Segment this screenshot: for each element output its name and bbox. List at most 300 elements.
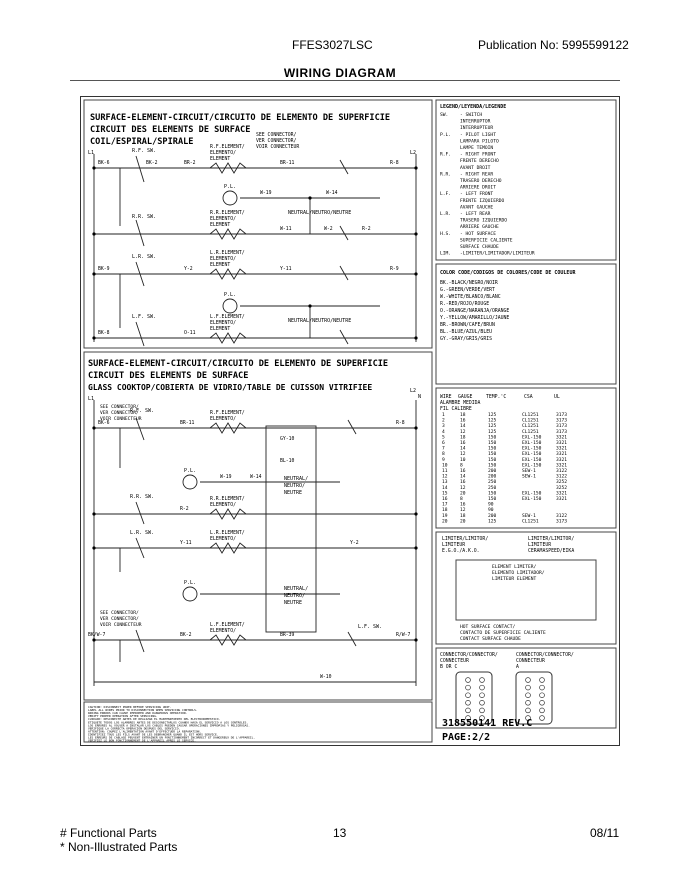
- lower-see-connector-1: SEE CONNECTOR/: [100, 405, 139, 410]
- upper-rf-el-2: ELEMENTO/: [210, 151, 236, 156]
- limiter-title-3: E.G.O./A.K.O.: [442, 549, 480, 554]
- legend-meaning: ARRIERE GAUCHE: [460, 225, 499, 231]
- wire-table-cell: 18: [442, 508, 448, 514]
- connector-pin: [466, 693, 471, 698]
- wire-table-cell: 16: [460, 418, 466, 424]
- wire-table-cell: 9: [442, 457, 445, 463]
- upper-pl-1: P.L.: [224, 184, 237, 190]
- wire-table-cell: 16: [460, 469, 466, 474]
- lower-w-w14: W-14: [250, 475, 262, 480]
- lower-see-connector-6: VOIR CONNECTEUR: [100, 623, 142, 628]
- connector-pin: [526, 685, 531, 690]
- wire-table-cell: 20: [460, 491, 466, 497]
- wire-table-cell: 150: [488, 452, 497, 458]
- legend-abbrev: L.R.: [440, 212, 452, 217]
- upper-l2: L2: [410, 150, 417, 156]
- upper-rf-sw: R.F. SW.: [132, 148, 157, 154]
- upper-neutral-1: NEUTRAL/NEUTRO/NEUTRE: [288, 210, 352, 216]
- see-connector-1: SEE CONNECTOR/: [256, 133, 297, 138]
- wire-table-cell: 125: [488, 519, 497, 525]
- hot-surface-note-1: HOT SURFACE CONTACT/: [460, 625, 516, 630]
- wire-table-cell: 10: [442, 463, 448, 469]
- lower-neutral-a: NEUTRAL/: [284, 476, 309, 482]
- lower-lf-el-1: L.F.ELEMENT/: [210, 623, 245, 628]
- page-title: WIRING DIAGRAM: [283, 66, 397, 80]
- wire-table-cell: EXL-150: [522, 463, 542, 469]
- wire-table-cell: 14: [442, 485, 448, 491]
- wire-table-cell: 150: [488, 491, 497, 497]
- color-code-entry: R.-RED/ROJO/ROUGE: [440, 302, 490, 307]
- upper-w-w14: W-14: [326, 191, 338, 196]
- wire-table-cell: 3321: [556, 452, 568, 458]
- upper-w-br2: BR-2: [184, 161, 196, 166]
- legend-abbrev: R.R.: [440, 172, 452, 178]
- connector-pin: [540, 678, 545, 683]
- legend-meaning: AVANT DROIT: [460, 165, 491, 171]
- wire-table-cell: 90: [488, 502, 494, 508]
- lower-w-bkw7: BK/W-7: [88, 633, 106, 638]
- top-title-1: SURFACE-ELEMENT-CIRCUIT/CIRCUITO DE ELEMENTO DE SUPERFICIE: [90, 113, 391, 123]
- upper-w-r2: R-2: [362, 227, 371, 232]
- legend-meaning: -LIMITER/LIMITADOR/LIMITEUR: [460, 251, 535, 257]
- wiring-diagram: [80, 96, 620, 746]
- wire-table-cell: 150: [488, 435, 497, 441]
- connector-pin: [540, 693, 545, 698]
- upper-rr-el-3: ELEMENT: [210, 223, 231, 228]
- connector-left-shape: [456, 672, 492, 724]
- connector-right-3: A: [516, 665, 519, 670]
- wire-table-cell: 1: [442, 413, 445, 418]
- wire-table-cell: 3321: [556, 457, 568, 463]
- legend-meaning: AVANT GAUCHE: [460, 205, 494, 211]
- wire-table-cell: 17: [442, 502, 448, 508]
- lower-neutral-c: NEUTRE: [284, 490, 303, 496]
- upper-w-r8: R-8: [390, 161, 399, 166]
- wire-table-cell: 16: [442, 497, 448, 502]
- wire-table-cell: 3321: [556, 441, 568, 446]
- color-code-entry: BK.-BLACK/NEGRO/NOIR: [440, 281, 498, 286]
- wire-table-cell: CL1251: [522, 418, 539, 424]
- lower-w-r2: R-2: [180, 507, 189, 512]
- caution-line: VERIFY PROPER OPERATION AFTER SERVICING.: [88, 714, 158, 719]
- title-rule: [70, 80, 620, 81]
- connector-pin: [526, 678, 531, 683]
- legend-meaning: - RIGHT FRONT: [460, 152, 496, 158]
- wire-table-cell: 14: [460, 474, 466, 480]
- legend-meaning: FRENTE DERECHO: [460, 159, 499, 165]
- lower-rr-sw: R.R. SW.: [130, 494, 155, 500]
- wire-table-cell: 250: [488, 485, 497, 491]
- connector-pin: [466, 685, 471, 690]
- wire-table-cell: EXL-150: [522, 435, 542, 441]
- model-number: FFES3027LSC: [292, 38, 373, 52]
- connector-pin: [526, 693, 531, 698]
- legend-abbrev: L.F.: [440, 192, 452, 198]
- legend-abbrev: R.F.: [440, 152, 452, 158]
- lower-w-br11: BR-11: [180, 421, 195, 426]
- upper-w-r9: R-9: [390, 267, 399, 272]
- connector-right-1: CONNECTOR/CONNECTOR/: [516, 653, 574, 658]
- upper-w-w11: W-11: [280, 227, 292, 232]
- caution-line: VERIFIEZ LE BON FONCTIONNEMENT DE L'APPAREIL APRES LE SERVICE.: [88, 738, 196, 743]
- wire-table-cell: 200: [488, 474, 497, 480]
- connector-pin: [540, 700, 545, 705]
- wire-table-cell: 3122: [556, 469, 568, 474]
- limiter-note-1: ELEMENT LIMITER/: [492, 565, 537, 570]
- wire-table-cell: 20: [442, 519, 448, 525]
- wire-table-cell: SEW-1: [522, 474, 536, 480]
- wire-table-cell: 3122: [556, 474, 568, 480]
- wire-table-cell: CL1251: [522, 519, 539, 525]
- upper-rr-el-1: R.R.ELEMENT/: [210, 211, 245, 216]
- legend-meaning: SUPERFICIE CALIENTE: [460, 238, 513, 244]
- wire-table-cell: 3173: [556, 413, 568, 418]
- wire-table-cell: 20: [460, 519, 466, 525]
- top-title-2: CIRCUIT DES ELEMENTS DE SURFACE: [90, 125, 251, 135]
- upper-w-br11: BR-11: [280, 161, 295, 166]
- lower-w-r8: R-8: [396, 421, 405, 426]
- connector-pin: [540, 708, 545, 713]
- upper-w-y2: Y-2: [184, 267, 193, 272]
- limiter-note-3: LIMITEUR ELEMENT: [492, 577, 537, 582]
- caution-line: VERIFIQUE LA CORRECTA OPERACION DESPUES DEL SERVICIO.: [88, 726, 181, 731]
- wire-table-cell: 125: [488, 413, 497, 418]
- lower-see-connector-4: SEE CONNECTOR/: [100, 611, 139, 616]
- color-rows: [440, 280, 509, 342]
- wire-table-h-ul: UL: [554, 395, 560, 400]
- upper-w-w19: W-19: [260, 191, 272, 196]
- lower-lf-el-2: ELEMENTO/: [210, 629, 236, 634]
- wire-table-cell: 125: [488, 424, 497, 430]
- legend-meaning: SURFACE CHAUDE: [460, 245, 499, 250]
- lower-w-bl10: BL-10: [280, 459, 295, 464]
- upper-w-w2: W-2: [324, 227, 333, 232]
- connector-right-2: CONNECTEUR: [516, 659, 545, 664]
- wire-table-cell: 200: [488, 513, 497, 519]
- footer-date: 08/11: [590, 826, 620, 840]
- wire-table-cell: 125: [488, 429, 497, 435]
- connector-pin: [540, 685, 545, 690]
- lower-rf-el-1: R.F.ELEMENT/: [210, 411, 245, 416]
- lower-neutral-f: NEUTRE: [284, 600, 303, 606]
- wire-table-h-csa: CSA: [524, 395, 533, 400]
- limiter2-title-2: LIMITEUR: [528, 543, 552, 548]
- wire-table-cell: 150: [488, 446, 497, 452]
- connector-left-3: B OR C: [440, 665, 458, 670]
- wire-table-cell: 125: [488, 418, 497, 424]
- lower-neutral-e: NEUTRO/: [284, 593, 306, 599]
- lower-w-gy10: GY-10: [280, 437, 295, 442]
- wire-table-cell: 11: [442, 469, 448, 474]
- lower-w-bk2: BK-2: [180, 633, 192, 638]
- legend-rows: [440, 112, 535, 257]
- wire-table-cell: 150: [488, 457, 497, 463]
- lower-w-y11: Y-11: [180, 541, 192, 546]
- wire-table-cell: CL1251: [522, 424, 539, 430]
- wire-table-cell: 3173: [556, 429, 568, 435]
- connector-pin: [480, 685, 485, 690]
- wire-table-cell: 3173: [556, 519, 568, 525]
- upper-rr-el-2: ELEMENTO/: [210, 217, 236, 222]
- lower-lr-sw: L.R. SW.: [130, 530, 155, 536]
- upper-lf-el-3: ELEMENT: [210, 327, 231, 332]
- wire-table-cell: 12: [442, 474, 448, 480]
- lower-see-connector-2: VER CONNECTOR/: [100, 411, 139, 416]
- wire-table-cell: 12: [460, 485, 466, 491]
- legend-abbrev: SW.: [440, 113, 449, 118]
- connector-pin: [480, 700, 485, 705]
- legend-meaning: LAMPARA PILOTO: [460, 139, 499, 145]
- wire-table-cell: CL1251: [522, 429, 539, 435]
- wire-table-cell: EXL-150: [522, 441, 542, 446]
- wire-table-cell: 5: [442, 435, 445, 441]
- lower-circuit-wiring: [94, 400, 416, 686]
- functional-parts-note: # Functional Parts: [60, 826, 157, 840]
- color-code-title: COLOR CODE/CODIGOS DE COLORES/CODE DE COULEUR: [440, 270, 576, 276]
- lower-n: N: [418, 394, 422, 400]
- non-illustrated-parts-note: * Non-Illustrated Parts: [60, 840, 178, 854]
- upper-rf-el-1: R.F.ELEMENT/: [210, 145, 245, 150]
- wire-table-cell: 3252: [556, 480, 568, 486]
- hot-surface-note-3: CONTACT SURFACE CHAUDE: [460, 637, 521, 642]
- lower-rr-el-2: ELEMENTO/: [210, 503, 236, 508]
- caution-line: LABEL ALL WIRES PRIOR TO DISCONNECTION WHEN SERVICING CONTROLS.: [88, 708, 198, 713]
- legend-title: LEGEND/LEYENDA/LEGENDE: [440, 104, 507, 110]
- wire-table-cell: 14: [460, 446, 466, 452]
- wire-table-rows: [442, 412, 567, 524]
- upper-lf-el-2: ELEMENTO/: [210, 321, 236, 326]
- see-connector-2: VER CONNECTOR/: [256, 139, 297, 144]
- connector-pin: [480, 678, 485, 683]
- wire-table-cell: 2: [442, 418, 445, 424]
- lower-w-w10: W-10: [320, 675, 332, 680]
- caution-line: LES ERREURS DE CABLAGE PEUVENT ENTRAINER UN FONCTIONNEMENT INCORRECT ET DANGEREUX DE L'APPAREIL.: [88, 735, 256, 740]
- caution-line: ATTENTION: COUPEZ L'ALIMENTATION AVANT D'EFFECTUER LA REPARATION.: [88, 729, 202, 734]
- connector-pin: [526, 700, 531, 705]
- wire-table-cell: 90: [488, 508, 494, 514]
- upper-pl-2: P.L.: [224, 292, 237, 298]
- limiter-title-1: LIMITER/LIMITOR/: [442, 537, 489, 542]
- lower-w-rw7: R/W-7: [396, 633, 411, 638]
- lower-see-connector-5: VER CONNECTOR/: [100, 617, 139, 622]
- lower-lr-el-2: ELEMENTO/: [210, 537, 236, 542]
- limiter-note-2: ELEMENTO LIMITADOR/: [492, 571, 545, 576]
- wire-table-cell: SEW-1: [522, 513, 536, 519]
- color-code-entry: BL.-BLUE/AZUL/BLEU: [440, 330, 492, 335]
- lower-pl-2: P.L.: [184, 580, 197, 586]
- lower-w-w19: W-19: [220, 475, 232, 480]
- wire-table-cell: 150: [488, 463, 497, 469]
- upper-lr-sw: L.R. SW.: [132, 254, 157, 260]
- wire-table-cell: 4: [442, 429, 445, 435]
- connector-pin: [526, 708, 531, 713]
- wire-table-cell: 3122: [556, 513, 568, 519]
- color-code-entry: BR.-BROWN/CAFE/BRUN: [440, 323, 495, 328]
- upper-lr-el-1: L.R.ELEMENT/: [210, 251, 245, 256]
- wire-table-cell: 3321: [556, 435, 568, 441]
- caution-line: CAUTION: DISCONNECT POWER BEFORE SERVICING UNIT.: [88, 705, 172, 709]
- wire-table-cell: 16: [460, 502, 466, 508]
- lower-neutral-b: NEUTRO/: [284, 483, 306, 489]
- wire-table-cell: 200: [488, 469, 497, 474]
- upper-lr-el-2: ELEMENTO/: [210, 257, 236, 262]
- legend-meaning: FRENTE IZQUIERDO: [460, 198, 505, 204]
- color-code-entry: G.-GREEN/VERDE/VERT: [440, 288, 495, 293]
- lower-neutral-d: NEUTRAL/: [284, 586, 309, 592]
- wire-table-h-alambre: ALAMBRE MEDIDA: [440, 401, 481, 406]
- connector-pin: [466, 700, 471, 705]
- lower-rr-el-1: R.R.ELEMENT/: [210, 497, 245, 502]
- wire-table-h-temp: TEMP.'C: [486, 395, 507, 400]
- legend-meaning: - SWITCH: [460, 113, 483, 118]
- lower-l2: L2: [410, 388, 417, 394]
- lower-w-bk6: BK-6: [98, 421, 110, 426]
- upper-w-o11: O-11: [184, 331, 196, 336]
- connector-pins: [466, 678, 545, 721]
- wire-table-cell: 12: [460, 452, 466, 458]
- wire-table-cell: EXL-150: [522, 452, 542, 458]
- lower-rf-sw: R.F. SW.: [130, 408, 155, 414]
- wire-table-cell: 150: [488, 497, 497, 502]
- wire-table-cell: CL1251: [522, 413, 539, 418]
- legend-meaning: ARRIERE DROIT: [460, 185, 496, 191]
- hot-surface-note-2: CONTACTO DE SUPERFICIE CALIENTE: [460, 631, 546, 636]
- wire-table-header-row: [440, 394, 560, 412]
- upper-w-bk2: BK-2: [146, 161, 158, 166]
- upper-lf-sw: L.F. SW.: [132, 314, 157, 320]
- color-code-entry: GY.-GRAY/GRIS/GRIS: [440, 337, 492, 342]
- legend-meaning: TRASERO IZQUIERDO: [460, 218, 508, 224]
- wire-table-cell: 16: [460, 480, 466, 486]
- upper-neutral-2: NEUTRAL/NEUTRO/NEUTRE: [288, 318, 352, 324]
- caution-line: ETIQUETE TODOS LOS ALAMBRES ANTES DE DESCONECTARLOS CUANDO HAGA EL SERVICIO A LOS CONTROLES.: [88, 720, 249, 725]
- legend-abbrev: LIM.: [440, 251, 452, 257]
- upper-w-bk8: BK-8: [98, 331, 110, 336]
- wire-table-cell: 16: [460, 441, 466, 446]
- legend-meaning: - PILOT LIGHT: [460, 132, 496, 138]
- wire-table-cell: 8: [460, 497, 463, 502]
- limiter-title-2: LIMITEUR: [442, 543, 466, 548]
- wire-table-cell: 250: [488, 480, 497, 486]
- lower-see-connector-3: VOIR CONNECTEUR: [100, 417, 142, 422]
- lower-pl-1: P.L.: [184, 468, 197, 474]
- bottom-title-3: GLASS COOKTOP/COBIERTA DE VIDRIO/TABLE DE CUISSON VITRIFIEE: [88, 383, 373, 392]
- wire-table-cell: 3321: [556, 497, 568, 502]
- legend-meaning: LAMPE TEMOIN: [460, 146, 494, 151]
- wire-table-cell: 18: [460, 513, 466, 519]
- wire-table-cell: 3173: [556, 418, 568, 424]
- lower-lf-sw: L.F. SW.: [358, 624, 383, 630]
- wire-table-cell: 3: [442, 424, 445, 430]
- upper-lr-el-3: ELEMENT: [210, 263, 231, 268]
- wire-table-h-wire: WIRE: [440, 395, 452, 400]
- wire-table-h-gauge: GAUGE: [458, 395, 473, 400]
- lower-rf-el-2: ELEMENTO/: [210, 417, 236, 422]
- caution-rows: [88, 705, 255, 743]
- caution-line: LOS ERRORES AL VOLVER A INSTALAR LOS CABLES PUEDEN CAUSAR OPERACIONES IMPROPIAS Y PELIGROSAS.: [88, 723, 250, 728]
- bottom-title-2: CIRCUIT DES ELEMENTS DE SURFACE: [88, 371, 249, 381]
- see-connector-3: VOIR CONNECTEUR: [256, 145, 300, 150]
- legend-meaning: - HOT SURFACE: [460, 231, 496, 237]
- lower-l1: L1: [88, 396, 95, 402]
- wire-table-cell: 3321: [556, 463, 568, 469]
- wire-table-cell: 12: [460, 429, 466, 435]
- caution-line: WIRING ERRORS CAN CAUSE IMPROPER AND DANGEROUS OPERATION.: [88, 711, 188, 716]
- wire-table-cell: 13: [442, 480, 448, 486]
- wire-table-cell: 15: [442, 491, 448, 497]
- legend-meaning: TRASERO DERECHO: [460, 179, 502, 184]
- upper-l1: L1: [88, 150, 95, 156]
- upper-rf-el-3: ELEMENT: [210, 157, 231, 162]
- legend-abbrev: P.L.: [440, 132, 452, 138]
- wire-table-cell: 3321: [556, 491, 568, 497]
- wire-table-cell: 8: [460, 463, 463, 469]
- lower-w-br39: BR-39: [280, 633, 295, 638]
- wire-table-cell: 14: [460, 424, 466, 430]
- caution-line: CUIDADO: DESCONECTE ANTES DE REALIZAR EL MANTENIMIENTO DEL ELECTRODOMESTICO.: [88, 717, 221, 722]
- connector-pin: [466, 678, 471, 683]
- wire-table-cell: EXL-150: [522, 491, 542, 497]
- wire-table-cell: 3321: [556, 446, 568, 452]
- wire-table-cell: SEW-1: [522, 469, 536, 474]
- page-number: 13: [333, 826, 347, 840]
- upper-w-bk9: BK-9: [98, 267, 110, 272]
- connector-pin: [466, 708, 471, 713]
- upper-w-y11: Y-11: [280, 267, 292, 272]
- part-number: 318550141 REV.C: [442, 718, 533, 729]
- wire-table-cell: EXL-150: [522, 457, 542, 463]
- connector-left-2: CONNECTEUR: [440, 659, 469, 664]
- top-title-3: COIL/ESPIRAL/SPIRALE: [90, 137, 194, 147]
- limiter2-title-1: LIMITER/LIMITOR/: [528, 537, 575, 542]
- legend-meaning: INTERRUPTEUR: [460, 126, 494, 132]
- connector-pin: [540, 716, 545, 721]
- wire-table-cell: 8: [442, 452, 445, 458]
- upper-w-bk6: BK-6: [98, 161, 110, 166]
- legend-meaning: - LEFT REAR: [460, 212, 491, 217]
- wire-table-cell: 18: [460, 435, 466, 441]
- connector-right-shape: [516, 672, 552, 724]
- color-code-entry: Y.-YELLOW/AMARILLO/JAUNE: [440, 316, 510, 321]
- wire-table-cell: 7: [442, 446, 445, 452]
- color-code-entry: O.-ORANGE/NARANJA/ORANGE: [440, 309, 510, 314]
- wire-table-cell: 19: [442, 513, 448, 519]
- upper-lf-el-1: L.F.ELEMENT/: [210, 315, 245, 320]
- wire-table-cell: EXL-150: [522, 446, 542, 452]
- connector-pin: [480, 693, 485, 698]
- wire-table-h-fil: FIL CALIBRE: [440, 407, 472, 412]
- publication-number: Publication No: 5995599122: [478, 38, 629, 52]
- color-code-entry: W.-WHITE/BLANCO/BLANC: [440, 295, 501, 300]
- wire-table-cell: 12: [460, 508, 466, 514]
- wire-table-cell: 150: [488, 441, 497, 446]
- connector-left-1: CONNECTOR/CONNECTOR/: [440, 653, 498, 658]
- caution-line: IDENTIFIEZ TOUS LES FILS AVANT DE LES DEBRANCHER QUAND IL EST HORS SERVICE.: [88, 732, 219, 737]
- wire-table-cell: 6: [442, 441, 445, 446]
- page-label: PAGE:2/2: [442, 732, 491, 743]
- lower-lr-el-1: L.R.ELEMENT/: [210, 531, 245, 536]
- legend-abbrev: H.S.: [440, 231, 452, 237]
- limiter2-title-3: CERAMASPEED/EIKA: [528, 549, 575, 554]
- legend-meaning: - LEFT FRONT: [460, 192, 494, 198]
- wire-table-cell: 18: [460, 413, 466, 418]
- upper-rr-sw: R.R. SW.: [132, 214, 157, 220]
- connector-pin: [480, 708, 485, 713]
- legend-meaning: INTERRUPTOR: [460, 119, 491, 125]
- wire-table-cell: 10: [460, 457, 466, 463]
- wire-table-cell: 3252: [556, 485, 568, 491]
- legend-meaning: - RIGHT REAR: [460, 172, 494, 178]
